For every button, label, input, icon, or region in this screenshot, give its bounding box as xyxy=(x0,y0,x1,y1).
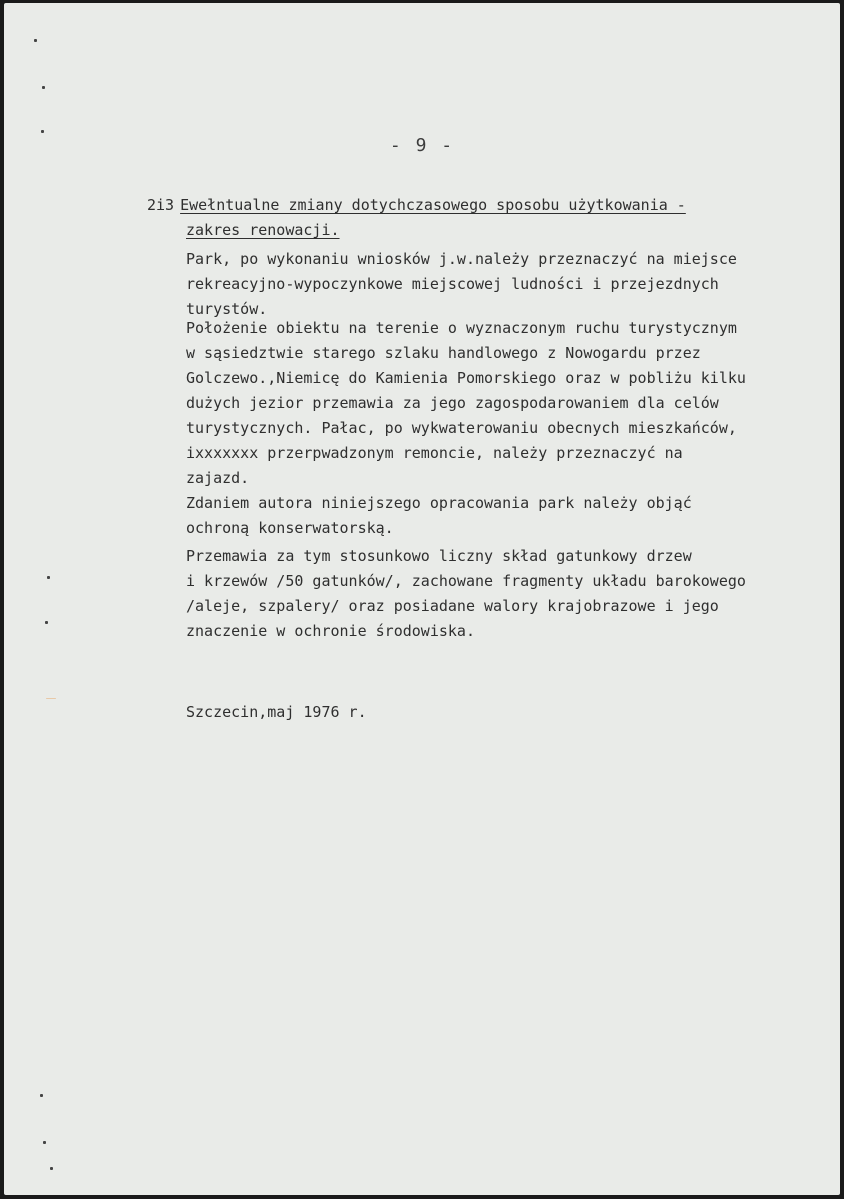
body-line: ochroną konserwatorską. xyxy=(186,519,394,537)
body-line: w sąsiedztwie starego szlaku handlowego z Nowogardu przez xyxy=(186,344,701,362)
margin-mark xyxy=(41,130,44,133)
body-line: Golczewo.,Niemicę do Kamienia Pomorskiego oraz w pobliżu kilku xyxy=(186,369,746,387)
margin-mark xyxy=(47,576,50,579)
margin-mark xyxy=(42,86,45,89)
page-number: - 9 - xyxy=(389,135,455,156)
body-line: Zdaniem autora niniejszego opracowania park należy objąć xyxy=(186,494,692,512)
body-line: Przemawia za tym stosunkowo liczny skład gatunkowy drzew xyxy=(186,547,692,565)
margin-mark xyxy=(34,39,37,42)
signoff: Szczecin,maj 1976 r. xyxy=(186,703,367,721)
section-number: 2i3 xyxy=(147,196,175,214)
section-heading-line1: Ewełntualne zmiany dotychczasowego sposobu użytkowania - xyxy=(180,196,686,214)
body-line: dużych jezior przemawia za jego zagospodarowaniem dla celów xyxy=(186,394,719,412)
body-line: turystów. xyxy=(186,300,268,318)
margin-mark xyxy=(45,621,48,624)
body-line: i krzewów /50 gatunków/, zachowane fragmenty układu barokowego xyxy=(186,572,746,590)
margin-mark xyxy=(43,1141,46,1144)
margin-mark xyxy=(50,1167,53,1170)
body-line: /aleje, szpalery/ oraz posiadane walory krajobrazowe i jego xyxy=(186,597,719,615)
margin-mark xyxy=(40,1094,43,1097)
body-line: zajazd. xyxy=(186,469,250,487)
body-line: Położenie obiektu na terenie o wyznaczonym ruchu turystycznym xyxy=(186,319,737,337)
body-line: Park, po wykonaniu wniosków j.w.należy przeznaczyć na miejsce xyxy=(186,250,737,268)
section-heading xyxy=(147,196,686,214)
margin-mark xyxy=(46,698,56,699)
document-page xyxy=(4,3,840,1195)
body-line: znaczenie w ochronie środowiska. xyxy=(186,622,475,640)
body-line: ixxxxxxx przerpwadzonym remoncie, należy przeznaczyć na xyxy=(186,444,683,462)
body-line: turystycznych. Pałac, po wykwaterowaniu obecnych mieszkańców, xyxy=(186,419,737,437)
body-line: rekreacyjno-wypoczynkowe miejscowej ludności i przejezdnych xyxy=(186,275,719,293)
section-heading-line2: zakres renowacji. xyxy=(186,221,340,239)
